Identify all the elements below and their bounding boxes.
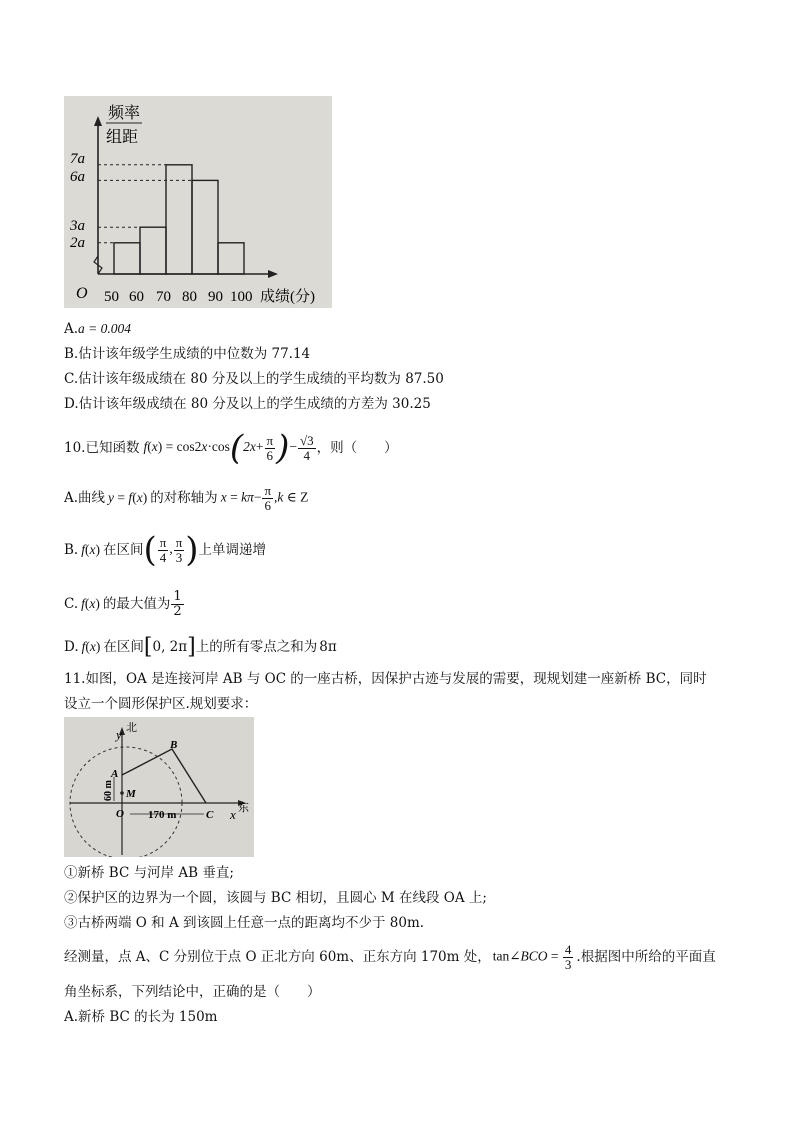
q11-measure-prefix: 经测量，点 A、C 分别位于点 O 正北方向 60m、正东方向 170m 处， [64, 949, 491, 965]
q11-requirement-3: ③古桥两端 O 和 A 到该圆上任意一点的距离均不少于 80m. [64, 915, 425, 931]
q10-option-c-label: C. [64, 596, 79, 612]
q11-requirement-1: ①新桥 BC 与河岸 AB 垂直; [64, 865, 234, 881]
q10-option-c-func: f(x) [81, 596, 100, 611]
ytick-6a: 6a [70, 169, 85, 185]
q10-option-b-interval: ( $\frac{\pi}{4}$ , $\frac{\pi}{3}$ ) [143, 530, 199, 570]
q11-measurement [64, 938, 716, 976]
q10-option-a[interactable] [64, 478, 308, 518]
xtick-80: 80 [182, 289, 197, 305]
histogram-bar [218, 243, 244, 274]
q10-function-expression: f(x) = cos2x·cos(2x+ $\frac{\pi}{6}$ )− $\frac{√3}{4}$ [143, 428, 314, 468]
q10-option-d-end: 上的所有零点之和为 [195, 639, 318, 655]
point-m-label: M [126, 788, 136, 800]
dist-oa-label: 60 m [103, 780, 114, 801]
histogram-bar [192, 180, 218, 274]
q11-measure-line2: 角坐标系，下列结论中，正确的是（ ） [64, 984, 321, 1000]
histogram-bar [140, 227, 166, 274]
histogram-chart [64, 96, 332, 308]
q10-option-a-axis: x = kπ− $\frac{\pi}{6}$ ,k ∈ Z [220, 482, 309, 513]
ylabel-bottom: 组距 [106, 129, 139, 146]
q10-option-a-label: A.曲线 [64, 490, 106, 506]
q11-option-a[interactable]: A.新桥 BC 的长为 150m [64, 1009, 218, 1025]
xlabel: 成绩(分) [260, 289, 315, 305]
q9-option-a-math: a = 0.004 [78, 321, 132, 336]
q9-option-d[interactable]: D.估计该年级成绩在 80 分及以上的学生成绩的方差为 30.25 [64, 396, 431, 412]
q10-option-d-label: D. [64, 639, 79, 655]
east-label: 东 [238, 802, 249, 814]
origin-label: O [76, 285, 88, 302]
xtick-50: 50 [104, 289, 119, 305]
ylabel-top: 频率 [108, 105, 141, 122]
xtick-60: 60 [129, 289, 144, 305]
ytick-2a: 2a [70, 235, 85, 251]
q10-option-c-value: $\frac{1}{2}$ [173, 588, 182, 619]
q10-option-a-curve: y = f(x) [108, 490, 148, 505]
q10-stem-prefix: 10.已知函数 [64, 440, 140, 456]
q9-option-b[interactable]: B.估计该年级学生成绩的中位数为 77.14 [64, 346, 311, 362]
q10-option-b[interactable] [64, 530, 266, 570]
q10-stem [64, 428, 398, 468]
bridge-diagram [64, 717, 254, 857]
q9-option-a[interactable] [64, 320, 131, 338]
q11-requirement-2: ②保护区的边界为一个圆，该圆与 BC 相切，且圆心 M 在线段 OA 上; [64, 890, 487, 906]
point-b-label: B [170, 739, 178, 751]
dist-oc-label: 170 m [148, 809, 177, 821]
q10-option-d-value: 8π [319, 639, 337, 655]
q10-option-b-func: f(x) [81, 542, 100, 557]
histogram-bar [114, 243, 140, 274]
histogram-bar [166, 165, 192, 274]
point-o-label: O [116, 808, 124, 820]
q9-option-c[interactable]: C.估计该年级成绩在 80 分及以上的学生成绩的平均数为 87.50 [64, 371, 444, 387]
xtick-70: 70 [156, 289, 171, 305]
ytick-7a: 7a [70, 151, 85, 167]
x-axis-label: x [230, 807, 236, 822]
histogram-figure [64, 96, 332, 308]
q9-option-a-label: A. [64, 321, 79, 337]
q10-option-c-mid: 的最大值为 [102, 596, 171, 612]
q11-stem-line2: 设立一个圆形保护区.规划要求： [64, 696, 258, 712]
y-axis-label: y [116, 727, 122, 742]
xtick-90: 90 [208, 289, 223, 305]
q10-option-d-func: f(x) [81, 639, 101, 654]
q10-option-a-mid: 的对称轴为 [150, 490, 218, 506]
q10-option-b-label: B. [64, 542, 79, 558]
q10-option-d[interactable] [64, 632, 337, 662]
bridge-figure [64, 717, 254, 857]
q10-option-d-interval: [0, 2π] [143, 634, 196, 660]
q10-option-b-end: 上单调递增 [198, 542, 267, 558]
q11-measure-suffix: .根据图中所给的平面直 [576, 949, 716, 965]
ytick-3a: 3a [70, 218, 85, 234]
q11-stem-line1: 11.如图，OA 是连接河岸 AB 与 OC 的一座古桥，因保护古迹与发展的需要，现规划建一座新桥 BC，同时 [64, 671, 707, 687]
north-label: 北 [126, 722, 137, 734]
point-a-label: A [111, 768, 119, 780]
point-c-label: C [206, 809, 214, 821]
protection-circle [70, 747, 182, 857]
xtick-100: 100 [230, 289, 253, 305]
q10-stem-suffix: ，则（ ） [316, 440, 398, 456]
q10-option-c[interactable] [64, 584, 185, 624]
q10-option-b-mid: 在区间 [102, 542, 144, 558]
q11-tan-expression: tan∠BCO = $\frac{4}{3}$ [492, 941, 572, 972]
q10-option-d-mid: 在区间 [103, 639, 144, 655]
